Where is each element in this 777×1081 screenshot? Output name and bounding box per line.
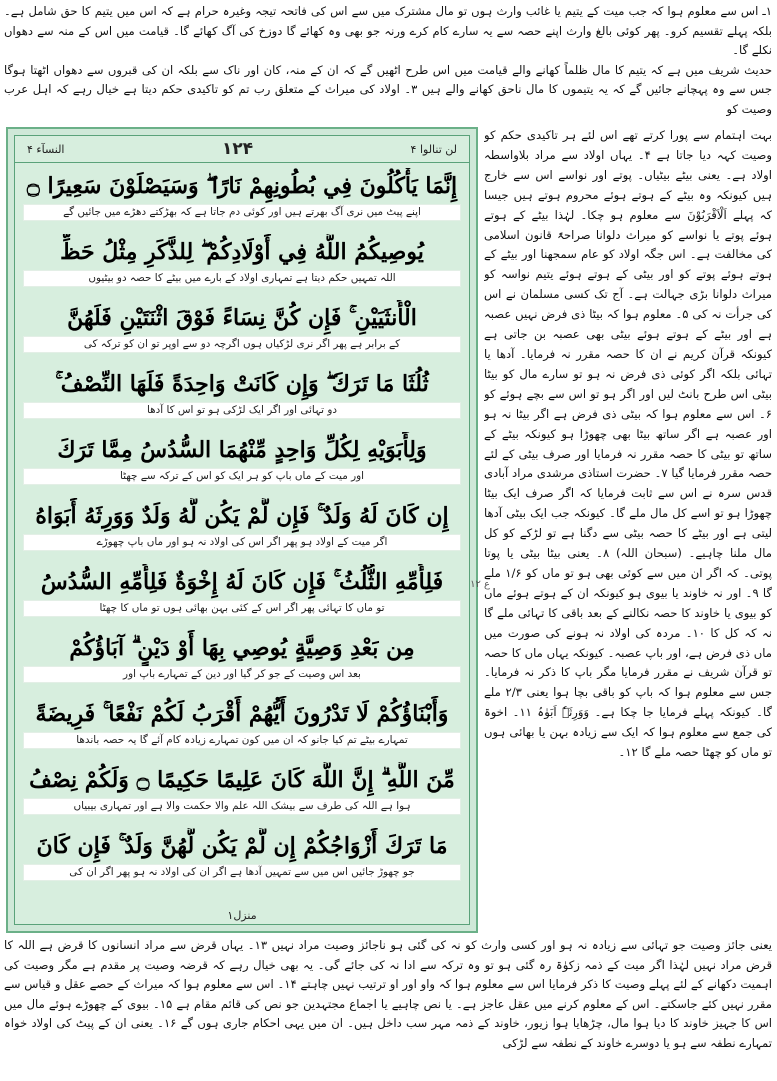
quran-header <box>15 136 469 163</box>
verse-block <box>15 630 469 683</box>
surah-name: النسآء ۴ <box>27 142 65 156</box>
translation-line: اور میت کے ماں باپ کو ہر ایک کو اس کے ترکہ سے چھٹا <box>23 468 461 485</box>
translation-line: اگر میت کے اولاد ہو پھر اگر اس کی اولاد نہ ہو اور ماں باپ چھوڑے <box>23 534 461 551</box>
translation-line: جو چھوڑ جائیں اس میں سے تمہیں آدھا ہے اگر ان کی اولاد نہ ہو پھر اگر ان کی <box>23 864 461 881</box>
arabic-verse-line: وَأَبْنَاؤُكُمْ لَا تَدْرُونَ أَيُّهُمْ أَقْرَبُ لَكُمْ نَفْعًا ۚ فَرِيضَةً <box>35 701 449 727</box>
arabic-verse-line: ثُلُثَا مَا تَرَكَ ۖ وَإِن كَانَتْ وَاحِدَةً فَلَهَا النِّصْفُ ۚ <box>55 371 429 397</box>
para-name: لن تنالوا ۴ <box>410 142 457 156</box>
arabic-verse-line: مِّنَ اللَّهِ ۗ إِنَّ اللَّهَ كَانَ عَلِيمًا حَكِيمًا ۝ وَلَكُمْ نِصْفُ <box>29 767 455 793</box>
translation-line: اللہ تمہیں حکم دیتا ہے تمہاری اولاد کے بارے میں بیٹے کا حصہ دو بیٹیوں <box>23 270 461 287</box>
manzil-label: منزل۱ <box>227 909 257 922</box>
side-commentary: بہت اہتمام سے پورا کرتے تھے اس لئے ہر تاکیدی حکم کو وصیت کہہ دیا جاتا ہے ۴۔ یہاں اولاد سے مراد بلاواسطہ اولاد ہے۔ یعنی بیٹے بیٹیاں۔ پوتے اور نواسے اس سے خارج ہیں کیونکہ وہ بیٹے کے ہوتے ہوئے محروم ہوتے ہیں جیسا کہ پہلے اَلْاَقْرَبُوْنَ سے معلوم ہو چکا۔ لہٰذا بیٹے کے ہوتے ہوئے پوتے یا نواسے کو میراث دلوانا صراحۃً قانون اسلامی کی مخالفت ہے۔ اس جگہ اولاد کو عام سمجھنا اور بیٹے کے ہوتے ہوئے پوتے کو اور بیٹی کے ہوتے ہوئے یتیم نواسہ کو میراث دلوانا بڑی جہالت ہے۔ آج تک کسی مسلمان نے اس کی جرأت نہ کی ۵۔ معلوم ہوا کہ بیٹا ذی فرض نہیں عصبہ ہے اور بیٹے کے ہوتے ہوئے بیٹی بھی عصبہ بن جاتی ہے کیونکہ قرآن کریم نے ان کا حصہ مقرر نہ فرمایا۔ آدھا یا تہائی بلکہ اگر کوئی ذی فرض نہ ہو تو سارے مال کو بیٹا بیٹی اس طرح بانٹ لیں اور اگر ہو تو اس سے بچے ہوئے کو ۶۔ اس سے معلوم ہوا کہ بیٹی ذی فرض ہے اگر بیٹا نہ ہو اور عصبہ ہے اگر ساتھ بیٹا بھی چھوڑا ہو کیونکہ بیٹے کے ساتھ تو بیٹی کا حصہ مقرر نہ فرمایا اور صرف بیٹی کے لئے حصہ مقرر فرمایا گیا ۷۔ حضرت استاذی مرشدی مراد آبادی قدس سرہ نے اس سے ثابت فرمایا کہ اگر صرف ایک بیٹا چھوڑا ہو تو اسے کل مال ملے گا۔ کیونکہ جب ایک بیٹی آدھا لیتی ہے اور بیٹے کا حصہ بیٹی سے دگنا ہے تو لڑکے کو کل مال ملنا چاہیے۔ (سبحان اللہ) ۸۔ یعنی بیٹا بیٹی یا پوتا پوتی۔ کہ اگر ان میں سے کوئی بھی ہو تو ماں کو ۱/۶ ملے گا ۹۔ اور نہ خاوند یا بیوی ہو کیونکہ ان کے ہوتے ہوئے ماں کو بیوی یا خاوند کا حصہ نکالنے کے بعد باقی کا تہائی ملے گا نہ کہ کل کا ۱۰۔ مردہ کی اولاد نہ ہونے کی صورت میں ماں ذی فرض ہے، اور باپ عصبہ۔ کیونکہ یہاں ماں کا حصہ تو قرآن شریف نے مقرر فرمایا مگر باپ کا ذکر نہ فرمایا۔ جس سے معلوم ہوا کہ باپ کو باقی بچا ہوا یعنی ۲/۳ ملے گا۔ کیونکہ پہلے فرمایا جا چکا ہے۔ وَوَرِثَہٗ اَبَوٰہُ ۱۱۔ اخوۃ کی جمع سے معلوم ہوا کہ ایک سے زیادہ بہن یا بھائی ہوں تو ماں کو چھٹا حصہ ملے گا ۱۲۔ <box>484 128 772 760</box>
rukuh-mark: ع ۱۲ <box>470 579 490 590</box>
commentary-paragraph: ۱ـ اس سے معلوم ہوا کہ جب میت کے یتیم یا غائب وارث ہوں تو مال مشترک میں سے اس کی فاتحہ تیجہ وغیرہ حرام ہے کہ اس میں یتیم کا حق شامل ہے۔ بلکہ پہلے تقسیم کرو۔ پھر کوئی بالغ وارث اپنے حصہ سے یہ سارے کام کرے ورنہ جو بھی وہ کھائے گا دوزخ کی آگ کھائے گا۔ قیامت میں اس کے منہ سے دھواں نکلے گا۔ <box>4 4 772 58</box>
verse-block <box>15 300 469 353</box>
arabic-verse-line: فَلِأُمِّهِ الثُّلُثُ ۚ فَإِن كَانَ لَهُ إِخْوَةٌ فَلِأُمِّهِ السُّدُسُ <box>40 569 444 595</box>
top-commentary <box>4 2 772 124</box>
translation-line: کے برابر ہے پھر اگر نری لڑکیاں ہوں اگرچہ دو سے اوپر تو ان کو ترکہ کی <box>23 336 461 353</box>
arabic-verse-line: الْأُنثَيَيْنِ ۚ فَإِن كُنَّ نِسَاءً فَوْقَ اثْنَتَيْنِ فَلَهُنَّ <box>67 305 417 331</box>
verse-block <box>15 168 469 221</box>
verse-block <box>15 234 469 287</box>
translation-line: تمہارے بیٹے تم کیا جانو کہ ان میں کون تمہارے زیادہ کام آئے گا یہ حصہ باندھا <box>23 732 461 749</box>
translation-line: ہوا ہے اللہ کی طرف سے بیشک اللہ علم والا حکمت والا ہے اور تمہاری بیبیاں <box>23 798 461 815</box>
verse-block <box>15 432 469 485</box>
verse-block <box>15 498 469 551</box>
translation-line: تو ماں کا تہائی پھر اگر اس کے کئی بہن بھائی ہوں تو ماں کا چھٹا <box>23 600 461 617</box>
arabic-verse-line: إِن كَانَ لَهُ وَلَدٌ ۚ فَإِن لَّمْ يَكُن لَّهُ وَلَدٌ وَوَرِثَهُ أَبَوَاهُ <box>35 503 449 529</box>
verse-block <box>15 696 469 749</box>
quran-frame <box>14 135 470 925</box>
arabic-verse-line: إِنَّمَا يَأْكُلُونَ فِي بُطُونِهِمْ نَارًا ۖ وَسَيَصْلَوْنَ سَعِيرًا ۝ <box>26 173 458 199</box>
bottom-commentary <box>4 936 772 1080</box>
verse-block <box>15 828 469 881</box>
arabic-verse-line: يُوصِيكُمُ اللَّهُ فِي أَوْلَادِكُمْ ۖ لِلذَّكَرِ مِثْلُ حَظِّ <box>60 239 424 265</box>
arabic-verse-line: وَلِأَبَوَيْهِ لِكُلِّ وَاحِدٍ مِّنْهُمَا السُّدُسُ مِمَّا تَرَكَ <box>57 437 427 463</box>
arabic-verse-line: مَا تَرَكَ أَزْوَاجُكُمْ إِن لَّمْ يَكُن لَّهُنَّ وَلَدٌ ۚ فَإِن كَانَ <box>36 833 448 859</box>
verse-block <box>15 564 469 617</box>
translation-line: دو تہائی اور اگر ایک لڑکی ہو تو اس کا آدھا <box>23 402 461 419</box>
commentary-paragraph: حدیث شریف میں ہے کہ یتیم کا مال ظلماً کھانے والے قیامت میں اس طرح اٹھیں گے کہ ان کے منہ، کان اور ناک سے بلکہ ان کی قبروں سے دھواں اٹھتا ہوگا جس سے وہ پہچانے جائیں گے کہ یہ یتیموں کا مال ناحق کھانے والے ہیں ۳۔ اولاد کی میراث کے متعلق رب تم کو تاکیدی حکم دیتا ہے خیال رہے کہ اہل عرب وصیت کو <box>4 62 772 116</box>
verse-block <box>15 366 469 419</box>
quran-panel <box>6 127 490 933</box>
commentary-paragraph: یعنی جائز وصیت جو تہائی سے زیادہ نہ ہو اور کسی وارث کو نہ کی گئی ہو ناجائز وصیت مراد نہیں ۱۳۔ یہاں قرض سے مراد انسانوں کا قرض ہے اللہ کا قرض مراد نہیں لہٰذا اگر میت کے ذمہ زکوٰۃ رہ گئی ہو تو وہ ترکہ سے ادا نہ کی جائے گی۔ یہ بھی خیال رہے کہ قرضہ وصیت پر مقدم ہے مگر وصیت کی اہمیت دکھانے کے لئے پہلے وصیت کا ذکر فرمایا اس سے معلوم ہوا کہ واو اور او ترتیب نہیں چاہتے ۱۴۔ اس سے معلوم ہوا کہ میراث کے حصے عقل و قیاس سے مقرر نہیں کئے جاسکتے۔ اس کے معلوم کرنے میں عقل عاجز ہے۔ یا نص چاہیے یا اجماع مجتہدین جو نص کی قائم مقام ہے ۱۵۔ بیوی کے چھوڑے ہوئے مال میں اس کا جہیز خاوند کا دیا ہوا مال، چڑھایا ہوا زیور، خاوند کے ذمہ مہر سب داخل ہیں۔ ان میں یہی احکام جاری ہوں گے ۱۶۔ یعنی ان کے پیٹ کی اولاد خواہ تمہارے نطفہ سے ہو یا دوسرے خاوند کے نطفہ سے لڑکی <box>4 938 772 1050</box>
translation-line: بعد اس وصیت کے جو کر گیا اور دین کے تمہارے باپ اور <box>23 666 461 683</box>
arabic-verse-line: مِن بَعْدِ وَصِيَّةٍ يُوصِي بِهَا أَوْ دَيْنٍ ۗ آبَاؤُكُمْ <box>69 635 415 661</box>
page-number: ۱۲۴ <box>221 139 254 159</box>
translation-line: اپنے پیٹ میں نری آگ بھرتے ہیں اور کوئی دم جاتا ہے کہ بھڑکتے دھڑے میں جائیں گے <box>23 204 461 221</box>
verse-block <box>15 762 469 815</box>
